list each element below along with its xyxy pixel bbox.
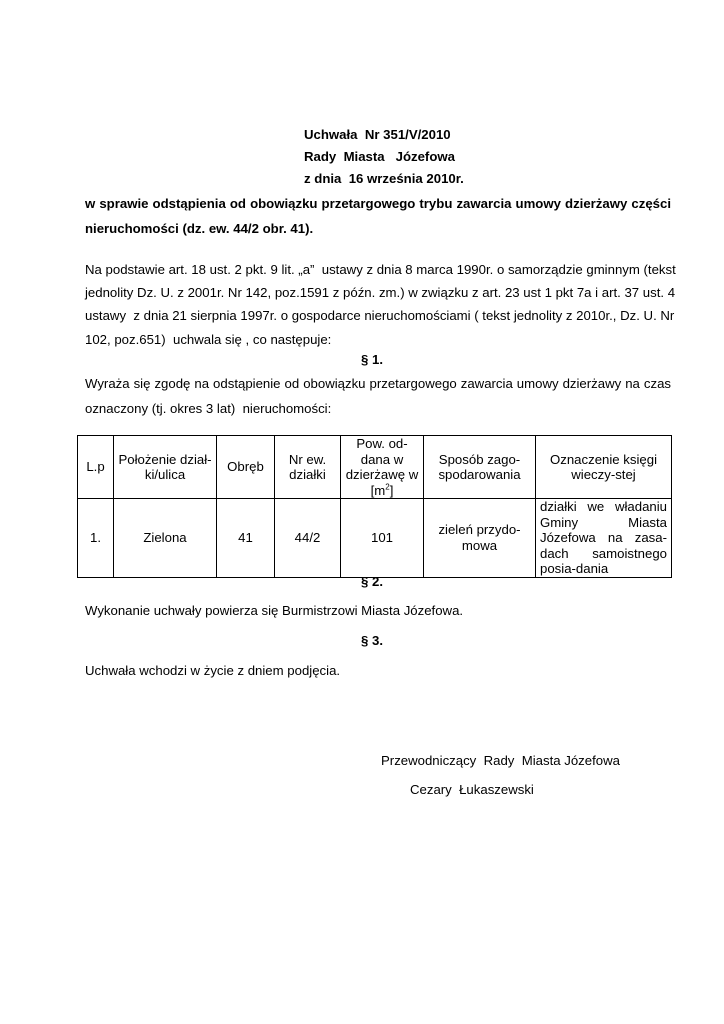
cell-register: działki we władaniu Gminy Miasta Józefowa na zasa-dach samoistnego posia-dania: [536, 499, 672, 578]
resolution-body: Rady Miasta Józefowa: [304, 149, 455, 164]
cell-use: zieleń przydo-mowa: [424, 499, 536, 578]
resolution-subject: [85, 191, 671, 241]
header-area-superscript: 2: [385, 482, 390, 492]
signature-role-text: Przewodniczący Rady Miasta Józefowa: [381, 753, 620, 768]
legal-basis-line-3: ustawy z dnia 21 sierpnia 1997r. o gospodarce nieruchomościami ( tekst jednolity z 2010r., Dz. U. Nr: [85, 308, 675, 324]
resolution-title: Uchwała Nr 351/V/2010: [304, 127, 451, 142]
section-3-text: Uchwała wchodzi w życie z dniem podjęcia.: [85, 663, 341, 678]
subject-line-2: nieruchomości (dz. ew. 44/2 obr. 41).: [85, 221, 314, 236]
section-2-text: Wykonanie uchwały powierza się Burmistrzowi Miasta Józefowa.: [85, 603, 464, 618]
header-area-text: Pow. od-dana w dzierżawę w [m: [345, 436, 419, 498]
cell-area: 101: [341, 499, 424, 578]
header-lp: L.p: [78, 436, 114, 499]
header-parcel: Nr ew. działki: [275, 436, 341, 499]
section-1-text: [85, 371, 671, 421]
cell-parcel: 44/2: [275, 499, 341, 578]
resolution-heading: [304, 124, 464, 190]
cell-lp: 1.: [78, 499, 114, 578]
header-register: Oznaczenie księgi wieczy-stej: [536, 436, 672, 499]
cell-precinct: 41: [217, 499, 275, 578]
signature-name-text: Cezary Łukaszewski: [410, 782, 534, 797]
signature-role: [381, 753, 620, 768]
property-table: [77, 435, 672, 578]
legal-basis-line-4: 102, poz.651) uchwala się , co następuje:: [85, 331, 332, 347]
cell-location: Zielona: [114, 499, 217, 578]
header-location: Położenie dział-ki/ulica: [114, 436, 217, 499]
header-use: Sposób zago-spodarowania: [424, 436, 536, 499]
resolution-date: z dnia 16 września 2010r.: [304, 171, 464, 186]
section-1-line-1: Wyraża się zgodę na odstąpienie od obowiązku przetargowego zawarcia umowy dzierżawy na czas: [85, 376, 671, 391]
table-row: [78, 499, 672, 578]
section-1-line-2: oznaczony (tj. okres 3 lat) nieruchomości:: [85, 401, 332, 416]
header-area: [341, 436, 424, 499]
legal-basis-line-1: Na podstawie art. 18 ust. 2 pkt. 9 lit. „a” ustawy z dnia 8 marca 1990r. o samorządzie gminnym (tekst: [85, 262, 676, 277]
legal-basis: [85, 258, 676, 351]
subject-line-1: w sprawie odstąpienia od obowiązku przetargowego trybu zawarcia umowy dzierżawy części: [85, 196, 671, 211]
header-precinct: Obręb: [217, 436, 275, 499]
section-2-sign: § 2.: [361, 574, 383, 589]
legal-basis-line-2: jednolity Dz. U. z 2001r. Nr 142, poz.1591 z późn. zm.) w związku z art. 23 ust 1 pkt 7a i art. 37 ust. 4: [85, 285, 676, 301]
section-3-sign: § 3.: [361, 633, 383, 648]
signature-name: [410, 782, 534, 797]
header-area-close: ]: [389, 482, 394, 498]
table-header-row: [78, 436, 672, 499]
section-1-sign: § 1.: [361, 352, 383, 367]
